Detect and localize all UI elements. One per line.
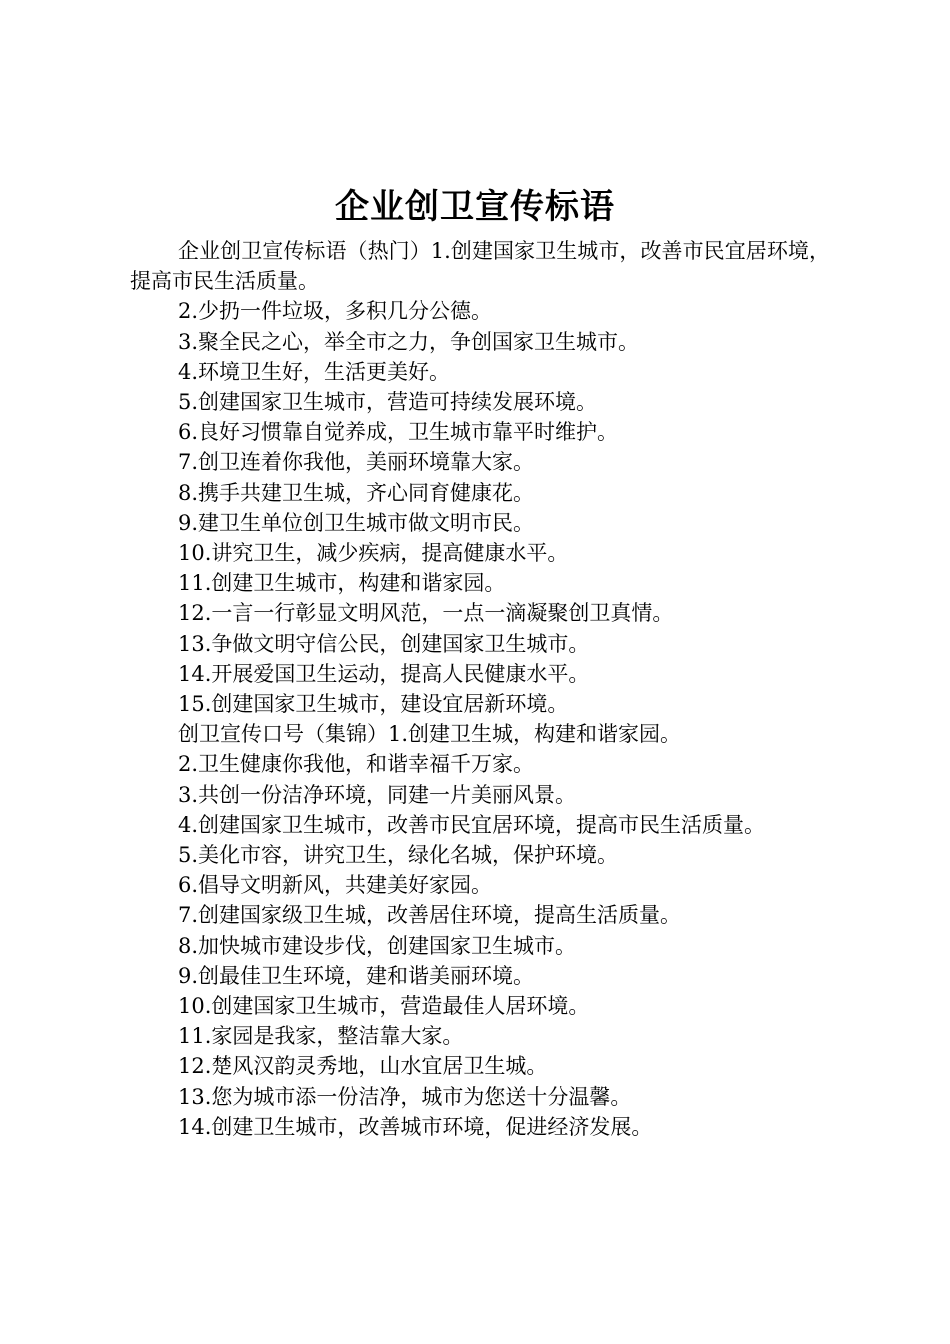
- paragraph: 5.创建国家卫生城市，营造可持续发展环境。: [178, 390, 598, 415]
- document-body: [130, 236, 830, 1142]
- paragraph: 4.创建国家卫生城市，改善市民宜居环境，提高市民生活质量。: [178, 812, 766, 837]
- paragraph: 创卫宣传口号（集锦）1.创建卫生城，构建和谐家园。: [178, 722, 682, 747]
- paragraph: 2.卫生健康你我他，和谐幸福千万家。: [178, 752, 535, 777]
- paragraph: 7.创卫连着你我他，美丽环境靠大家。: [178, 450, 535, 475]
- paragraph: 10.创建国家卫生城市，营造最佳人居环境。: [178, 994, 590, 1019]
- paragraph: 12.一言一行彰显文明风范，一点一滴凝聚创卫真情。: [178, 601, 674, 626]
- paragraph: 6.良好习惯靠自觉养成，卫生城市靠平时维护。: [178, 420, 619, 445]
- paragraph: 14.开展爱国卫生运动，提高人民健康水平。: [178, 661, 590, 686]
- paragraph: 4.环境卫生好，生活更美好。: [178, 359, 451, 384]
- paragraph: 13.争做文明守信公民，创建国家卫生城市。: [178, 631, 590, 656]
- paragraph: 6.倡导文明新风，共建美好家园。: [178, 873, 493, 898]
- paragraph: 3.聚全民之心，举全市之力，争创国家卫生城市。: [178, 329, 640, 354]
- paragraph: 12.楚风汉韵灵秀地，山水宜居卫生城。: [178, 1054, 548, 1079]
- paragraph: 5.美化市容，讲究卫生，绿化名城，保护环境。: [178, 843, 619, 868]
- paragraph: 8.加快城市建设步伐，创建国家卫生城市。: [178, 933, 577, 958]
- paragraph: 14.创建卫生城市，改善城市环境，促进经济发展。: [178, 1114, 653, 1139]
- paragraph: 11.创建卫生城市，构建和谐家园。: [178, 571, 506, 596]
- paragraph: 2.少扔一件垃圾，多积几分公德。: [178, 299, 493, 324]
- paragraph: 企业创卫宣传标语（热门）1.创建国家卫生城市，改善市民宜居环境，提高市民生活质量。: [130, 239, 830, 294]
- paragraph: 9.建卫生单位创卫生城市做文明市民。: [178, 510, 535, 535]
- paragraph: 15.创建国家卫生城市，建设宜居新环境。: [178, 692, 569, 717]
- paragraph: 9.创最佳卫生环境，建和谐美丽环境。: [178, 963, 535, 988]
- paragraph: 7.创建国家级卫生城，改善居住环境，提高生活质量。: [178, 903, 682, 928]
- paragraph: 3.共创一份洁净环境，同建一片美丽风景。: [178, 782, 577, 807]
- paragraph: 13.您为城市添一份洁净，城市为您送十分温馨。: [178, 1084, 632, 1109]
- document-title: 企业创卫宣传标语: [335, 187, 615, 227]
- paragraph: 10.讲究卫生，减少疾病，提高健康水平。: [178, 541, 569, 566]
- paragraph: 8.携手共建卫生城，齐心同育健康花。: [178, 480, 535, 505]
- paragraph: 11.家园是我家，整洁靠大家。: [178, 1024, 464, 1049]
